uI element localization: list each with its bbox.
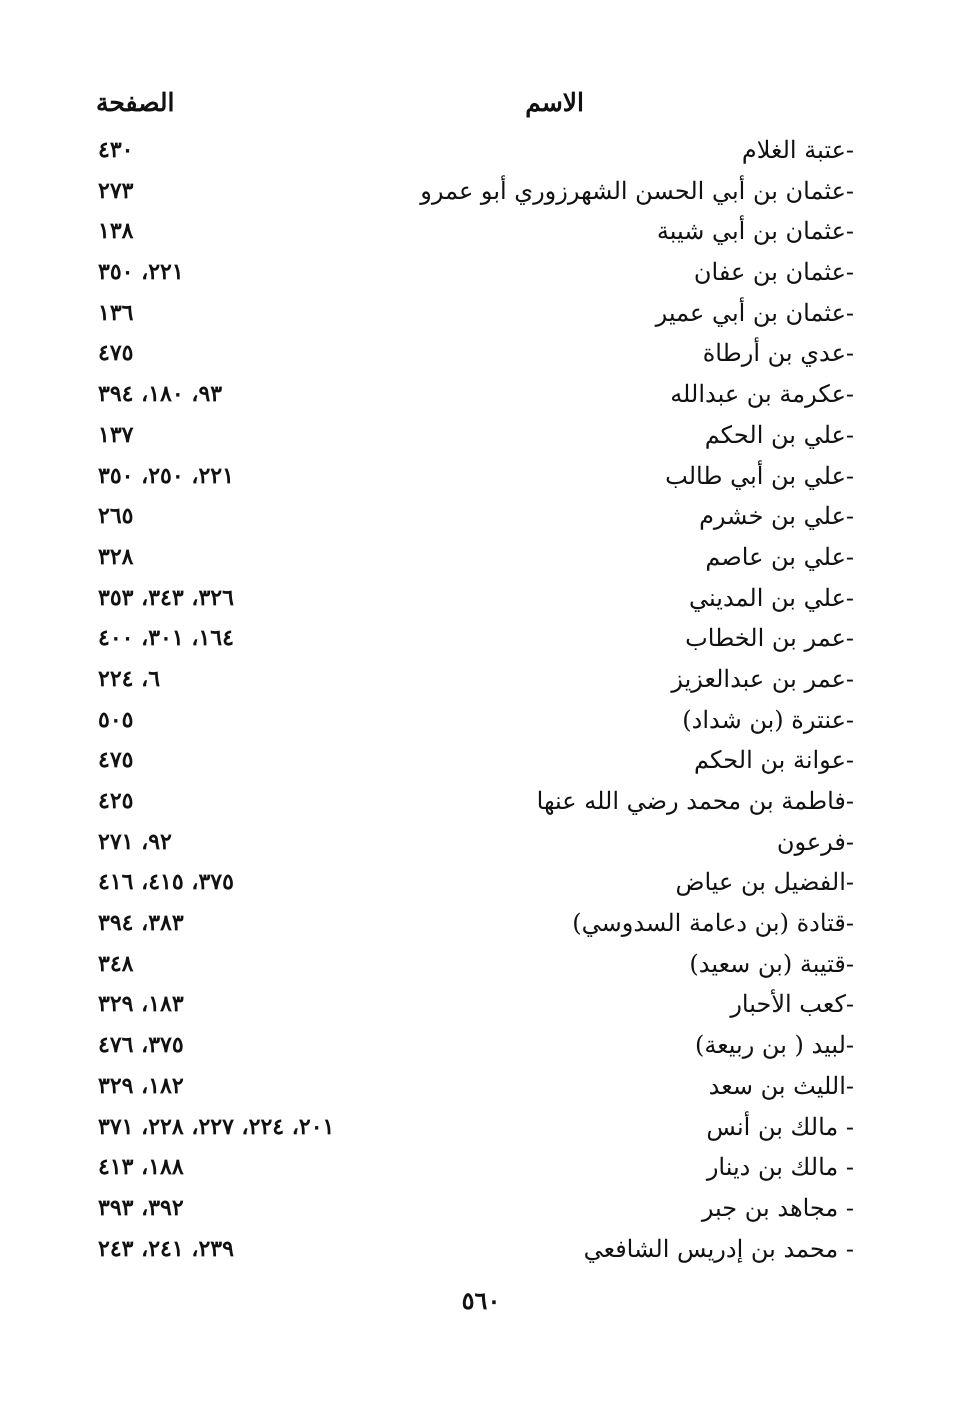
entry-pages: ١٨٨، ٤١٣ (98, 1154, 184, 1181)
index-row (0, 781, 962, 822)
entry-name: -عثمان بن أبي الحسن الشهرزوري أبو عمرو (420, 176, 854, 205)
entry-pages: ٩٣، ١٨٠، ٣٩٤ (98, 381, 223, 408)
entry-pages: ٢٧٣ (98, 177, 134, 204)
entry-pages: ٣٧٥، ٤٧٦ (98, 1032, 184, 1059)
page-number: ٥٦٠ (461, 1286, 501, 1315)
index-row (0, 374, 962, 415)
index-row (0, 130, 962, 171)
entry-pages: ٣٧٥، ٤١٥، ٤١٦ (98, 869, 234, 896)
entry-name: - مالك بن أنس (706, 1112, 854, 1141)
entry-pages: ٣٨٣، ٣٩٤ (98, 910, 184, 937)
index-row (0, 618, 962, 659)
index-row (0, 1229, 962, 1270)
entry-name: -علي بن المديني (689, 583, 854, 612)
index-row (0, 578, 962, 619)
index-row (0, 1107, 962, 1148)
entry-pages: ٢٢١، ٣٥٠ (98, 259, 184, 286)
index-row (0, 537, 962, 578)
entry-pages: ١٣٨ (98, 218, 134, 245)
index-row (0, 700, 962, 741)
entry-name: -عمر بن عبدالعزيز (671, 664, 854, 693)
index-row (0, 944, 962, 985)
index-row (0, 740, 962, 781)
entry-name: - مجاهد بن جبر (701, 1193, 854, 1222)
entry-name: -عثمان بن عفان (693, 258, 854, 287)
entry-pages: ١٨٢، ٣٢٩ (98, 1072, 184, 1099)
index-row (0, 659, 962, 700)
entry-pages: ٤٣٠ (98, 137, 134, 163)
entry-name: -عثمان بن أبي عمير (655, 298, 854, 327)
index-row (0, 252, 962, 293)
index-row (0, 903, 962, 944)
entry-pages: ٥٠٥ (98, 706, 134, 733)
index-row (0, 171, 962, 212)
entry-pages: ٦، ٢٢٤ (98, 665, 161, 692)
index-row (0, 1188, 962, 1229)
entry-name: -الليث بن سعد (708, 1071, 854, 1100)
entry-pages: ٣٢٨ (98, 543, 134, 570)
entry-name: -كعب الأحبار (730, 990, 854, 1019)
entry-pages: ٤٧٥ (98, 340, 134, 367)
entry-name: -فاطمة بن محمد رضي الله عنها (536, 787, 854, 815)
index-row (0, 862, 962, 903)
entry-name: -عوانة بن الحكم (694, 746, 854, 775)
index-row (0, 333, 962, 374)
entry-name: - محمد بن إدريس الشافعي (583, 1234, 854, 1263)
entry-name: -عثمان بن أبي شيبة (656, 217, 854, 246)
index-row (0, 456, 962, 497)
entry-name: -علي بن خشرم (699, 502, 854, 531)
entry-name: -لبيد ( بن ربيعة) (694, 1031, 854, 1060)
entry-name: -قتيبة (بن سعيد) (689, 949, 854, 978)
entry-pages: ٣٤٨ (98, 950, 134, 977)
entry-name: -علي بن عاصم (705, 542, 854, 571)
index-row (0, 415, 962, 456)
entry-pages: ٩٢، ٢٧١ (98, 828, 172, 855)
index-row (0, 293, 962, 334)
name-column-header: الاسم (525, 88, 584, 117)
entry-name: - مالك بن دينار (706, 1153, 854, 1182)
page-column-header: الصفحة (96, 88, 175, 117)
entry-name: -عنترة (بن شداد) (682, 705, 854, 734)
entry-pages: ٢٢١، ٢٥٠، ٣٥٠ (98, 462, 234, 489)
entry-pages: ٣٩٢، ٣٩٣ (98, 1194, 184, 1221)
entry-name: -فرعون (776, 827, 854, 856)
index-row (0, 1066, 962, 1107)
entry-pages: ٢٦٥ (98, 503, 134, 530)
index-row (0, 822, 962, 863)
entry-pages: ١٣٦ (98, 299, 134, 326)
entry-pages: ٣٢٦، ٣٤٣، ٣٥٣ (98, 584, 234, 611)
entry-pages: ٢٠١، ٢٢٤، ٢٢٧، ٢٢٨، ٣٧١ (98, 1113, 335, 1140)
index-list (0, 130, 962, 1269)
entry-pages: ٤٢٥ (98, 788, 134, 814)
entry-name: -قتادة (بن دعامة السدوسي) (572, 909, 854, 938)
entry-pages: ١٨٣، ٣٢٩ (98, 991, 184, 1018)
entry-name: -علي بن أبي طالب (665, 461, 854, 490)
entry-pages: ٤٧٥ (98, 747, 134, 774)
entry-name: -علي بن الحكم (704, 420, 854, 449)
entry-name: -عمر بن الخطاب (685, 624, 854, 653)
entry-pages: ٢٣٩، ٢٤١، ٢٤٣ (98, 1235, 234, 1262)
index-row (0, 984, 962, 1025)
entry-pages: ١٦٤، ٣٠١، ٤٠٠ (98, 625, 234, 652)
entry-name: -عتبة الغلام (741, 136, 854, 164)
index-row (0, 1147, 962, 1188)
index-row (0, 1025, 962, 1066)
entry-pages: ١٣٧ (98, 421, 134, 448)
index-row (0, 211, 962, 252)
index-row (0, 496, 962, 537)
entry-name: -عكرمة بن عبدالله (670, 380, 854, 409)
entry-name: -عدي بن أرطاة (702, 339, 854, 368)
entry-name: -الفضيل بن عياض (675, 868, 854, 897)
